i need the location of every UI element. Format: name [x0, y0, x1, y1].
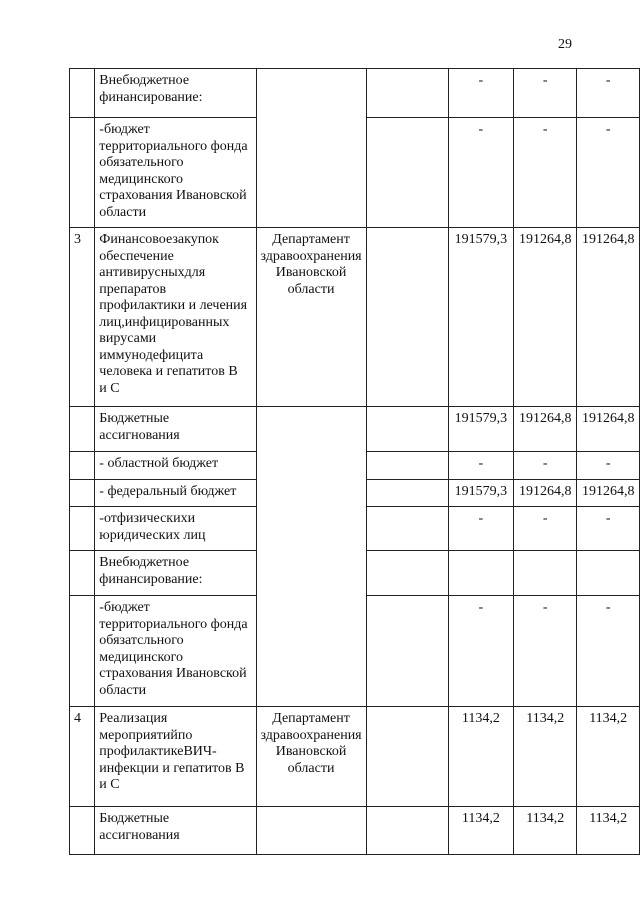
cell-word: закупок [172, 232, 219, 247]
cell-line: финансирование: [99, 571, 203, 587]
cell-line: вирусами [99, 331, 157, 346]
empty-cell [366, 807, 448, 855]
department-line: здравоохранения [260, 248, 362, 264]
cell-word: антивирусных [99, 265, 185, 280]
cell-line-justified [99, 728, 251, 745]
empty-cell [366, 407, 448, 452]
value-cell-3: - [577, 596, 640, 707]
empty-cell [366, 507, 448, 551]
row-number-cell: 4 [70, 707, 95, 807]
description-cell [95, 551, 256, 596]
empty-cell [366, 118, 448, 228]
cell-word: для [184, 265, 206, 280]
cell-line: страхования Ивановской [99, 188, 247, 203]
department-line: области [287, 281, 335, 297]
value-cell-2: 191264,8 [514, 407, 577, 452]
table-row [70, 807, 640, 855]
cell-line: иммунодефицита [99, 347, 204, 363]
cell-line: профилактики и лечения [99, 298, 248, 313]
description-cell [95, 407, 256, 452]
row-number-cell: 3 [70, 228, 95, 407]
row-number-cell [70, 507, 95, 551]
cell-line: ассигнования [99, 427, 180, 443]
cell-line: финансирование: [99, 89, 203, 105]
value-cell-2: 1134,2 [514, 807, 577, 855]
cell-line: Внебюджетное [99, 555, 190, 570]
cell-line: территориального фонда [99, 616, 248, 632]
department-line: Департамент [272, 711, 350, 726]
row-number-cell [70, 807, 95, 855]
cell-word: - [99, 600, 104, 615]
row-number-cell [70, 407, 95, 452]
department-line: области [287, 760, 335, 776]
value-cell-3: 1134,2 [577, 807, 640, 855]
cell-line-justified [99, 744, 251, 761]
value-cell-1: - [448, 596, 513, 707]
description-cell [95, 69, 256, 118]
value-cell-2 [514, 551, 577, 596]
value-cell-2: - [514, 596, 577, 707]
description-cell [95, 507, 256, 551]
cell-line-justified [99, 265, 251, 282]
value-cell-2: - [514, 69, 577, 118]
cell-word: и [187, 511, 196, 526]
value-cell-3: - [577, 69, 640, 118]
empty-cell [366, 707, 448, 807]
description-cell [95, 118, 256, 228]
cell-word: лиц, [99, 314, 125, 330]
value-cell-3 [577, 551, 640, 596]
cell-line: Внебюджетное [99, 73, 190, 88]
row-number-cell [70, 596, 95, 707]
cell-line-justified [99, 600, 251, 617]
value-cell-3: 191264,8 [577, 228, 640, 407]
department-cell [256, 228, 366, 407]
department-cell [256, 807, 366, 855]
value-cell-1: 1134,2 [448, 807, 513, 855]
empty-cell [366, 69, 448, 118]
empty-cell [366, 480, 448, 507]
row-number-cell [70, 118, 95, 228]
description-cell [95, 452, 256, 480]
department-line: Департамент [272, 232, 350, 247]
empty-cell [366, 551, 448, 596]
value-cell-1: - [448, 507, 513, 551]
cell-word: ВИЧ- [183, 744, 217, 759]
cell-word: по [177, 727, 193, 743]
department-cell [256, 69, 366, 228]
cell-line: территориального фонда [99, 138, 248, 154]
value-cell-3: 191264,8 [577, 407, 640, 452]
description-cell [95, 807, 256, 855]
value-cell-1 [448, 551, 513, 596]
cell-line: - областной бюджет [99, 456, 219, 471]
department-cell [256, 407, 366, 707]
cell-word: бюджет [103, 122, 150, 137]
row-number-cell [70, 480, 95, 507]
description-cell [95, 228, 256, 407]
cell-line: медицинского [99, 171, 183, 187]
cell-word: профилактике [99, 744, 184, 759]
cell-line: человека и гепатитов В [99, 364, 238, 379]
cell-word: бюджет [103, 600, 150, 615]
value-cell-2: 191264,8 [514, 480, 577, 507]
value-cell-2: - [514, 507, 577, 551]
empty-cell [366, 452, 448, 480]
cell-word: Финансовое [99, 232, 173, 247]
empty-cell [366, 228, 448, 407]
cell-line-justified [99, 315, 251, 332]
value-cell-2: - [514, 452, 577, 480]
cell-line: инфекции и гепатитов В [99, 760, 245, 776]
value-cell-3: - [577, 118, 640, 228]
value-cell-1: 191579,3 [448, 480, 513, 507]
value-cell-3: 191264,8 [577, 480, 640, 507]
table-row [70, 228, 640, 407]
value-cell-2: - [514, 118, 577, 228]
value-cell-1: - [448, 69, 513, 118]
row-number-cell [70, 551, 95, 596]
empty-cell [366, 596, 448, 707]
value-cell-1: 1134,2 [448, 707, 513, 807]
cell-line: обязательного [99, 155, 184, 170]
cell-line: Бюджетные [99, 811, 170, 826]
cell-word: физических [116, 511, 188, 526]
cell-line: области [99, 682, 147, 698]
cell-line: юридических лиц [99, 527, 206, 543]
budget-table [69, 68, 640, 855]
cell-word: - [99, 511, 104, 526]
value-cell-1: 191579,3 [448, 407, 513, 452]
value-cell-2: 191264,8 [514, 228, 577, 407]
cell-line: обязатсльного [99, 633, 184, 648]
cell-line-justified [99, 232, 251, 249]
cell-line: обеспечение [99, 248, 174, 264]
cell-line: Бюджетные [99, 411, 170, 426]
table-row [70, 407, 640, 452]
cell-line: - федеральный бюджет [99, 484, 237, 499]
value-cell-1: 191579,3 [448, 228, 513, 407]
table-row [70, 707, 640, 807]
cell-line-justified [99, 511, 251, 528]
table-row [70, 69, 640, 118]
cell-line: области [99, 204, 147, 220]
cell-line-justified [99, 122, 251, 139]
cell-word: - [99, 122, 104, 137]
value-cell-3: - [577, 452, 640, 480]
cell-line: препаратов [99, 281, 167, 297]
description-cell [95, 596, 256, 707]
department-cell [256, 707, 366, 807]
value-cell-3: 1134,2 [577, 707, 640, 807]
department-line: здравоохранения [260, 727, 362, 743]
value-cell-2: 1134,2 [514, 707, 577, 807]
department-line: Ивановской [275, 744, 347, 759]
cell-line: страхования Ивановской [99, 666, 247, 681]
row-number-cell [70, 452, 95, 480]
page-number: 29 [558, 37, 572, 52]
cell-line: медицинского [99, 649, 183, 665]
cell-line: ассигнования [99, 827, 180, 843]
cell-line: и С [99, 777, 120, 792]
cell-line: и С [99, 380, 120, 396]
description-cell [95, 707, 256, 807]
row-number-cell [70, 69, 95, 118]
cell-word: инфицированных [124, 314, 230, 330]
description-cell [95, 480, 256, 507]
department-line: Ивановской [275, 265, 347, 280]
value-cell-1: - [448, 118, 513, 228]
value-cell-1: - [448, 452, 513, 480]
cell-word: мероприятий [99, 727, 178, 743]
cell-word: от [103, 511, 117, 526]
value-cell-3: - [577, 507, 640, 551]
cell-line: Реализация [99, 711, 168, 726]
